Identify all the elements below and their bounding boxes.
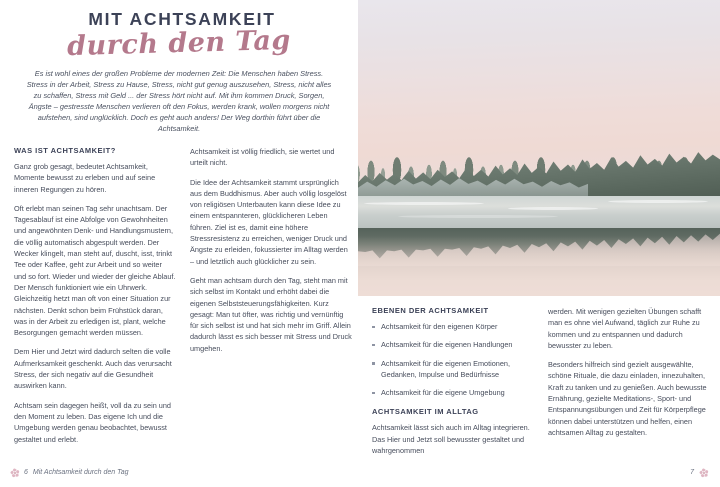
list-item: Achtsamkeit für die eigenen Handlungen: [372, 339, 534, 350]
right-page: [358, 296, 720, 487]
page-number-right: 7: [690, 469, 694, 476]
list-item: Achtsamkeit für die eigenen Emotionen, Gedanken, Impulse und Bedürfnisse: [372, 358, 534, 381]
body-paragraph: Dem Hier und Jetzt wird dadurch selten die volle Aufmerksamkeit geschenkt. Auch das verursacht Stress, der sich negativ auf die Gesundheit auswirken kann.: [14, 347, 172, 391]
list-item: Achtsamkeit für den eigenen Körper: [372, 321, 534, 332]
body-paragraph: Achtsamkeit lässt sich auch im Alltag integrieren. Das Hier und Jetzt soll bewusster gestaltet und wahrgenommen: [372, 423, 530, 456]
body-paragraph: Achtsam sein dagegen heißt, voll da zu sein und den Moment zu leben. Das eigene Ich und die Umgebung werden genau beobachtet, bewusst gestaltet und erlebt.: [14, 400, 171, 444]
title-script-line: durch den Tag: [66, 25, 292, 63]
body-paragraph: werden. Mit wenigen gezielten Übungen schafft man es ohne viel Aufwand, täglich zur Ruhe zu kommen und zu entspannen und dadurch bewusster zu leben.: [548, 307, 702, 350]
winter-lake-forest-photo: [358, 0, 720, 296]
right-page-footer: [690, 468, 708, 477]
footer-chapter-title: Mit Achtsamkeit durch den Tag: [32, 469, 129, 476]
title-main-line: MIT ACHTSAMKEIT: [88, 9, 276, 29]
body-paragraph: Ganz grob gesagt, bedeutet Achtsamkeit, Momente bewusst zu erleben und auf seine inneren Regungen zu hören.: [14, 162, 156, 194]
body-paragraph: Achtsamkeit ist völlig friedlich, sie wertet und urteilt nicht.: [190, 147, 335, 168]
section-heading-ebenen: EBENEN DER ACHTSAMKEIT: [372, 306, 489, 315]
mist-overlay: [358, 236, 720, 266]
flower-icon: [699, 468, 708, 477]
right-page-columns: [372, 306, 710, 464]
left-page-footer: [10, 468, 129, 477]
ebenen-bullet-list: [372, 321, 534, 398]
frozen-lake-ice: [358, 196, 720, 230]
body-paragraph: Besonders hilfreich sind gezielt ausgewählte, schöne Rituale, die dazu einladen, innezuhalten, Kraft zu tanken und zu genießen. Auch bewusste Ernährung, gezielte Meditations-, Sport- und Entspannungsübungen und Zeit für Körperpflege können dabei unterstützen und helfen, einen achtsamen Alltag zu gestalten.: [548, 360, 707, 437]
list-item: Achtsamkeit für die eigene Umgebung: [372, 387, 534, 398]
left-page-columns: [14, 146, 352, 453]
right-column-two: [548, 306, 710, 464]
left-column-two: [190, 146, 352, 453]
right-column-one: [372, 306, 534, 464]
body-paragraph: Oft erlebt man seinen Tag sehr unachtsam. Der Tagesablauf ist eine Abfolge von Gewohnheiten und angewöhnten Denk- und Handlungsmustern, die völlig automatisch abgespult werden. Der Wecker klingelt, man steht auf, duscht, isst, trinkt Tee oder Kaffee, geht zur Arbeit und so weiter und so fort. Wieder und wieder der gleiche Ablauf. Der Mensch funktioniert wie ein Uhrwerk. Gleichzeitig hetzt man oft von einer Situation zur nächsten. Denkt schon beim Frühstück daran, was in der Arbeit zu erledigen ist, plant, welche Besorgungen gemacht werden müssen.: [14, 203, 176, 338]
page-number-left: 6: [24, 469, 28, 476]
intro-paragraph: Es ist wohl eines der großen Probleme der modernen Zeit: Die Menschen haben Stress. Stress in der Arbeit, Stress zu Hause, Stress, nicht gut genug auszusehen, Stress, nicht alles zu schaffen, Stress mit Geld ... der Stress hört nicht auf. Mit ihm kommen Druck, Sorgen, Ängste – gestresste Menschen verlieren oft den Fokus, werden krank, wollen morgens nicht aufstehen, sind unglücklich. Doch es geht auch anders! Der Weg dorthin führt über die Achtsamkeit.: [26, 69, 332, 134]
body-paragraph: Geht man achtsam durch den Tag, steht man mit sich selbst im Kontakt und erhöht dabei die eigenen Selbststeuerungsfähigkeiten. Kurz gesagt: Man tut öfter, was richtig und vernünftig für sich selbst ist und hat sich mehr im Griff. Allein dadurch lässt es sich besser mit Stress und Druck umgehen.: [190, 275, 352, 353]
flower-icon: [10, 468, 19, 477]
section-heading-was-ist-achtsamkeit: WAS IST ACHTSAMKEIT?: [14, 146, 116, 155]
body-paragraph: Die Idee der Achtsamkeit stammt ursprünglich aus dem Buddhismus. Aber auch völlig losgelöst von religiösen Unterbauten kann diese Idee zu einem entspannteren, glücklicheren Leben führen. Ziel ist es, damit eine höhere Stressresistenz zu erreichen, weniger Druck und Ängste zu erleiden, fokussierter im Alltag werden – und letztlich auch glücklicher zu sein.: [190, 177, 348, 266]
section-heading-alltag: ACHTSAMKEIT IM ALLTAG: [372, 407, 479, 417]
page-title: [0, 9, 358, 63]
left-page: [0, 0, 358, 487]
left-column-one: [14, 146, 176, 453]
